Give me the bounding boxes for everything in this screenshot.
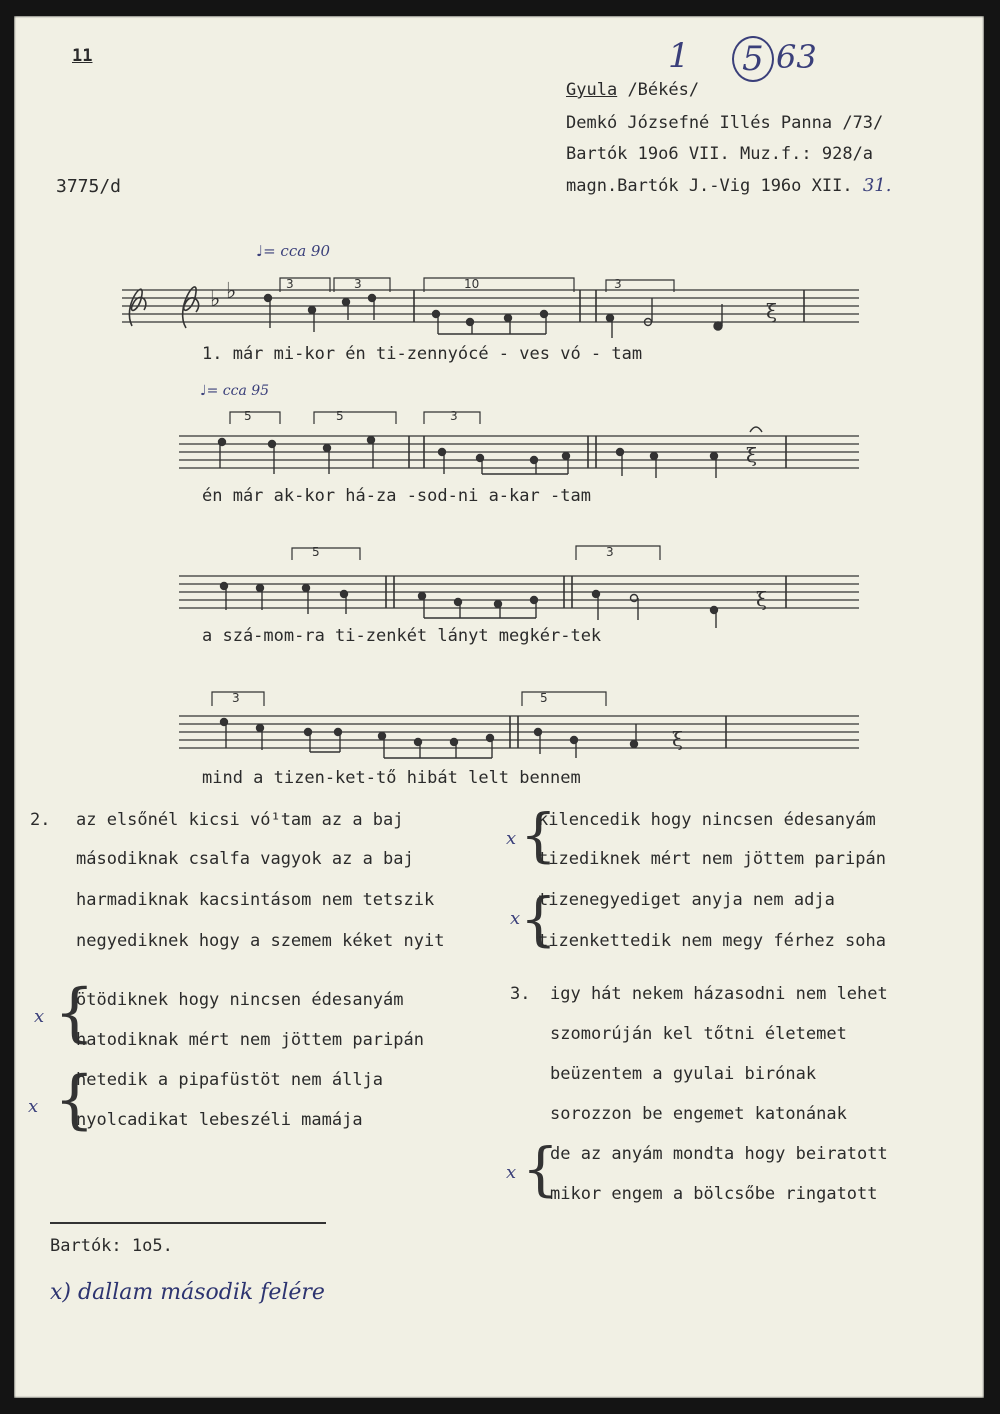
tempo-marking-2: ♩= cca 95 xyxy=(200,383,270,399)
mark-x: x xyxy=(510,908,521,929)
verse-2-line: negyediknek hogy a szemem kéket nyit xyxy=(76,931,445,951)
verse-2-right-line: tizenkettedik nem megy férhez soha xyxy=(538,931,886,951)
verse-2-number: 2. xyxy=(30,810,51,830)
verse-3-line: szomorúján kel tőtni életemet xyxy=(550,1024,847,1044)
mark-x: x xyxy=(28,1096,39,1117)
brace: { xyxy=(520,801,557,869)
verse-2-line: az elsőnél kicsi vó¹tam az a baj xyxy=(76,810,404,830)
svg-text:3: 3 xyxy=(232,691,240,705)
verse-2b-line: ötödiknek hogy nincsen édesanyám xyxy=(76,990,404,1010)
recording-text: magn.Bartók J.-Vig 196o XII. xyxy=(566,176,853,196)
svg-text:5: 5 xyxy=(244,409,252,423)
footer-reference: Bartók: 1o5. xyxy=(50,1236,173,1256)
svg-text:ξ: ξ xyxy=(766,299,778,323)
document-sheet xyxy=(14,16,984,1398)
mark-x: x xyxy=(506,828,517,849)
verse-3-line: beüzentem a gyulai birónak xyxy=(550,1064,817,1084)
lyric-line-3: a szá-mom-ra ti-zenkét lányt megkér-tek xyxy=(202,626,602,646)
verse-3-number: 3. xyxy=(510,984,531,1004)
svg-text:3: 3 xyxy=(606,545,614,559)
verse-2-right-line: tizediknek mért nem jöttem paripán xyxy=(538,849,886,869)
verse-2c-line: nyolcadikat lebeszéli mamája xyxy=(76,1110,363,1130)
verse-3b-line: de az anyám mondta hogy beiratott xyxy=(550,1144,888,1164)
circled-number: 5 xyxy=(732,36,774,82)
lyric-line-1: 1. már mi-kor én ti-zennyócé - ves vó - tam xyxy=(202,344,643,364)
verse-3-line: sorozzon be engemet katonának xyxy=(550,1104,847,1124)
notes xyxy=(219,295,778,759)
brace: { xyxy=(54,976,95,1050)
header-singer: Demkó Józsefné Illés Panna /73/ xyxy=(566,113,884,133)
mark-x: x xyxy=(506,1162,517,1183)
footnote: x) dallam második felére xyxy=(50,1280,325,1305)
verse-2-right-line: kilencedik hogy nincsen édesanyám xyxy=(538,810,876,830)
svg-text:ξ: ξ xyxy=(756,587,768,611)
header-collection: Bartók 19o6 VII. Muz.f.: 928/a xyxy=(566,144,874,164)
svg-text:♭: ♭ xyxy=(226,279,237,304)
page-number: 11 xyxy=(72,46,93,66)
lyric-line-2: én már ak-kor há-za -sod-ni a-kar -tam xyxy=(202,486,591,506)
brace: { xyxy=(522,1135,559,1203)
recording-day: 31. xyxy=(862,175,892,196)
svg-text:10: 10 xyxy=(464,277,480,291)
svg-text:3: 3 xyxy=(354,277,362,291)
staff-4 xyxy=(179,716,859,748)
verse-3b-line: mikor engem a bölcsőbe ringatott xyxy=(550,1184,878,1204)
brace: { xyxy=(54,1063,95,1137)
lyric-line-4: mind a tizen-ket-tő hibát lelt bennem xyxy=(202,768,581,788)
place-name: Gyula xyxy=(566,80,618,100)
music-notation xyxy=(14,16,984,816)
mark-x: x xyxy=(34,1006,45,1027)
clefs xyxy=(129,279,236,328)
verse-2c-line: hetedik a pipafüstöt nem állja xyxy=(76,1070,384,1090)
svg-text:5: 5 xyxy=(312,545,320,559)
svg-text:3: 3 xyxy=(450,409,458,423)
handwritten-number: 1 xyxy=(668,36,690,76)
verse-2b-line: hatodiknak mért nem jöttem paripán xyxy=(76,1030,424,1050)
svg-text:3: 3 xyxy=(614,277,622,291)
svg-text:3: 3 xyxy=(286,277,294,291)
svg-text:ξ: ξ xyxy=(672,727,684,751)
svg-text:♭: ♭ xyxy=(210,287,221,312)
verse-3-line: igy hát nekem házasodni nem lehet xyxy=(550,984,888,1004)
svg-text:ξ: ξ xyxy=(746,443,758,467)
brace: { xyxy=(520,885,557,953)
verse-2-line: másodiknak csalfa vagyok az a baj xyxy=(76,849,414,869)
svg-text:5: 5 xyxy=(336,409,344,423)
svg-text:5: 5 xyxy=(540,691,548,705)
handwritten-number-tail: 63 xyxy=(776,38,817,76)
county-name: /Békés/ xyxy=(627,80,700,100)
tempo-marking-1: ♩= cca 90 xyxy=(256,242,331,260)
verse-2-right-line: tizenegyediget anyja nem adja xyxy=(538,890,835,910)
archive-number: 3775/d xyxy=(56,176,122,197)
footer-divider xyxy=(50,1222,326,1224)
verse-2-line: harmadiknak kacsintásom nem tetszik xyxy=(76,890,435,910)
